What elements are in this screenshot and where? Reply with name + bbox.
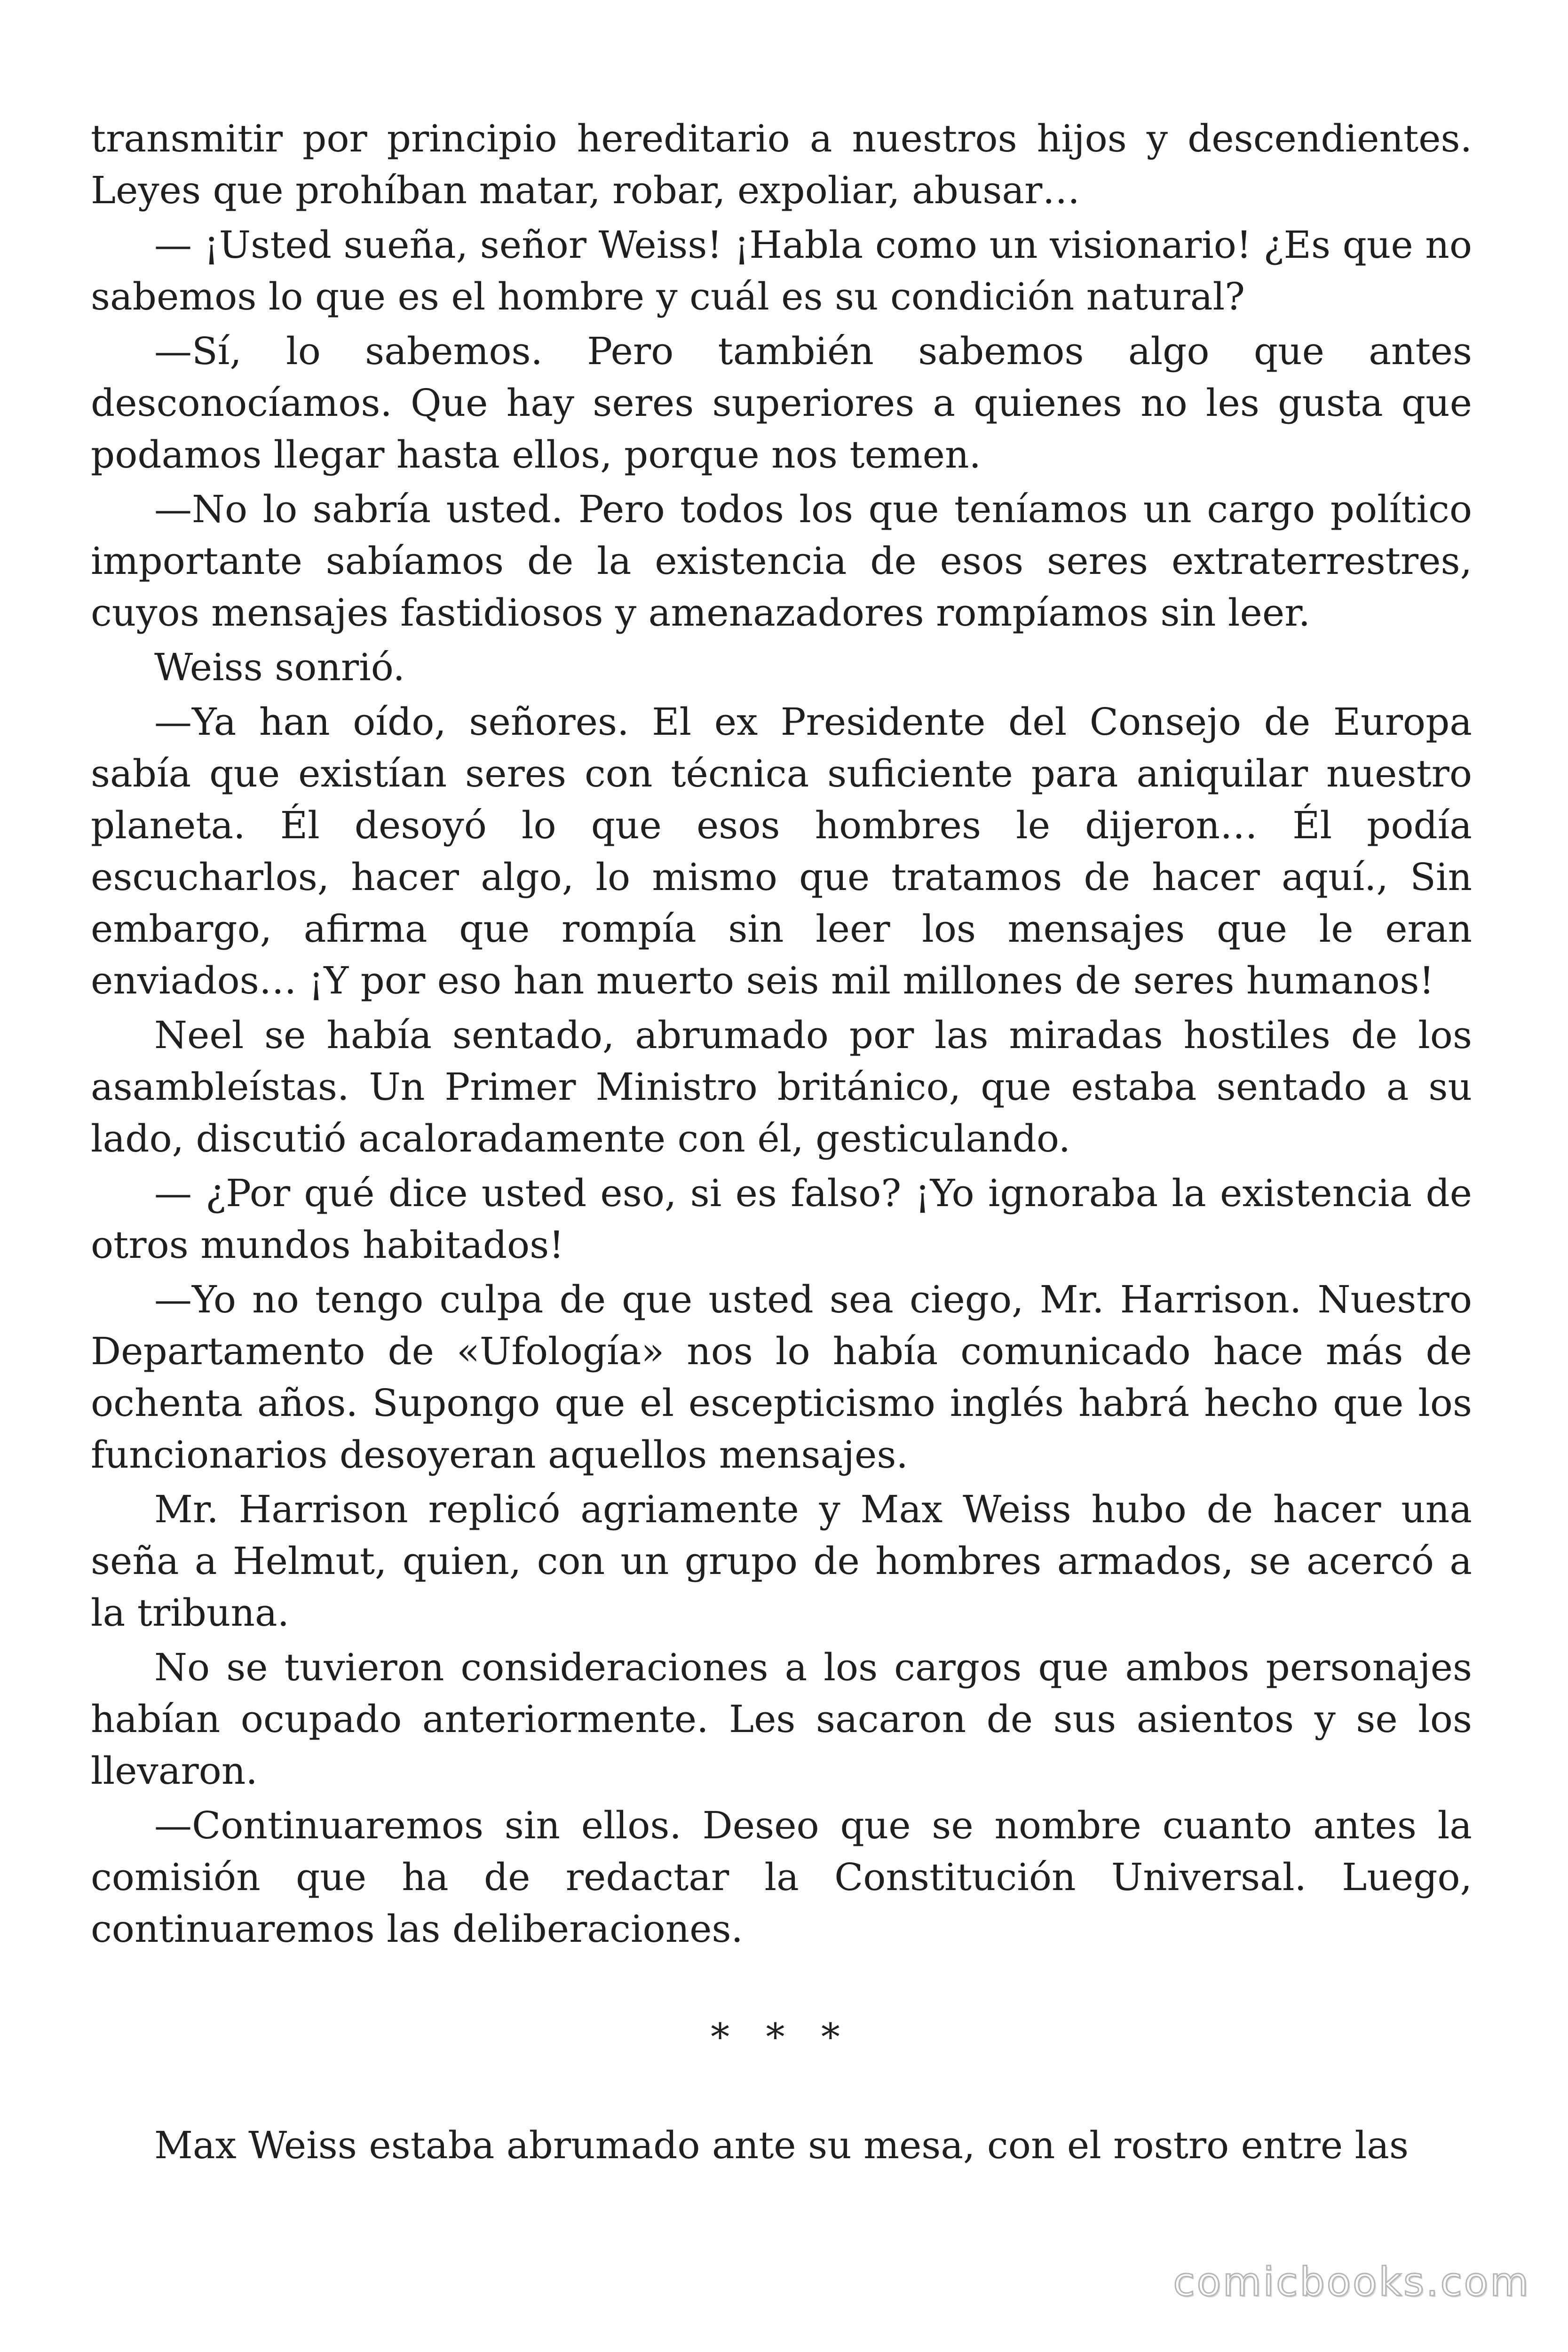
paragraph-dialogue-4: —Ya han oído, señores. El ex Presidente del Consejo de Europa sabía que existían seres con técnica suficiente para aniquilar nuestro planeta. Él desoyó lo que esos hombres le dijeron… Él podía escucharlos, hacer algo, lo mismo que tratamos de hacer aquí., Sin embargo, afirma que rompía sin leer los mensajes que le eran enviados… ¡Y por eso han muerto seis mil millones de seres humanos! — [91, 700, 1472, 1002]
section-separator: * * * — [711, 2015, 852, 2059]
paragraph-continuation: transmitir por principio hereditario a nuestros hijos y descendientes. Leyes que prohíban matar, robar, expoliar, abusar… — [91, 117, 1472, 212]
paragraph-narration-4: No se tuvieron consideraciones a los cargos que ambos personajes habían ocupado anteriormente. Les sacaron de sus asientos y se los llevaron. — [91, 1645, 1472, 1793]
paragraph-final: Max Weiss estaba abrumado ante su mesa, con el rostro entre las — [154, 2123, 1409, 2167]
paragraph-dialogue-6: —Yo no tengo culpa de que usted sea ciego, Mr. Harrison. Nuestro Departamento de «Ufología» nos lo había comunicado hace más de ochenta años. Supongo que el escepticismo inglés habrá hecho que los funcionarios desoyeran aquellos mensajes. — [91, 1278, 1472, 1477]
paragraph-dialogue-7: —Continuaremos sin ellos. Deseo que se nombre cuanto antes la comisión que ha de redactar la Constitución Universal. Luego, continuaremos las deliberaciones. — [91, 1804, 1472, 1951]
paragraph-dialogue-5: — ¿Por qué dice usted eso, si es falso? ¡Yo ignoraba la existencia de otros mundos habitados! — [91, 1171, 1472, 1267]
paragraph-dialogue-2: —Sí, lo sabemos. Pero también sabemos algo que antes desconocíamos. Que hay seres superiores a quienes no les gusta que podamos llegar hasta ellos, porque nos temen. — [91, 329, 1472, 477]
paragraph-narration-2: Neel se había sentado, abrumado por las miradas hostiles de los asambleístas. Un Primer Ministro británico, que estaba sentado a su lado, discutió acaloradamente con él, gesticulando. — [91, 1013, 1472, 1160]
paragraph-dialogue-1: — ¡Usted sueña, señor Weiss! ¡Habla como un visionario! ¿Es que no sabemos lo que es el hombre y cuál es su condición natural? — [91, 223, 1472, 318]
page-body-text — [91, 113, 1472, 2174]
watermark-text: comicbooks.com — [1173, 2259, 1530, 2305]
paragraph-narration-3: Mr. Harrison replicó agriamente y Max Weiss hubo de hacer una seña a Helmut, quien, con un grupo de hombres armados, se acercó a la tribuna. — [91, 1487, 1472, 1635]
paragraph-dialogue-3: —No lo sabría usted. Pero todos los que teníamos un cargo político importante sabíamos de la existencia de esos seres extraterrestres, cuyos mensajes fastidiosos y amenazadores rompíamos sin leer. — [91, 487, 1472, 635]
paragraph-narration-1: Weiss sonrió. — [154, 645, 405, 689]
